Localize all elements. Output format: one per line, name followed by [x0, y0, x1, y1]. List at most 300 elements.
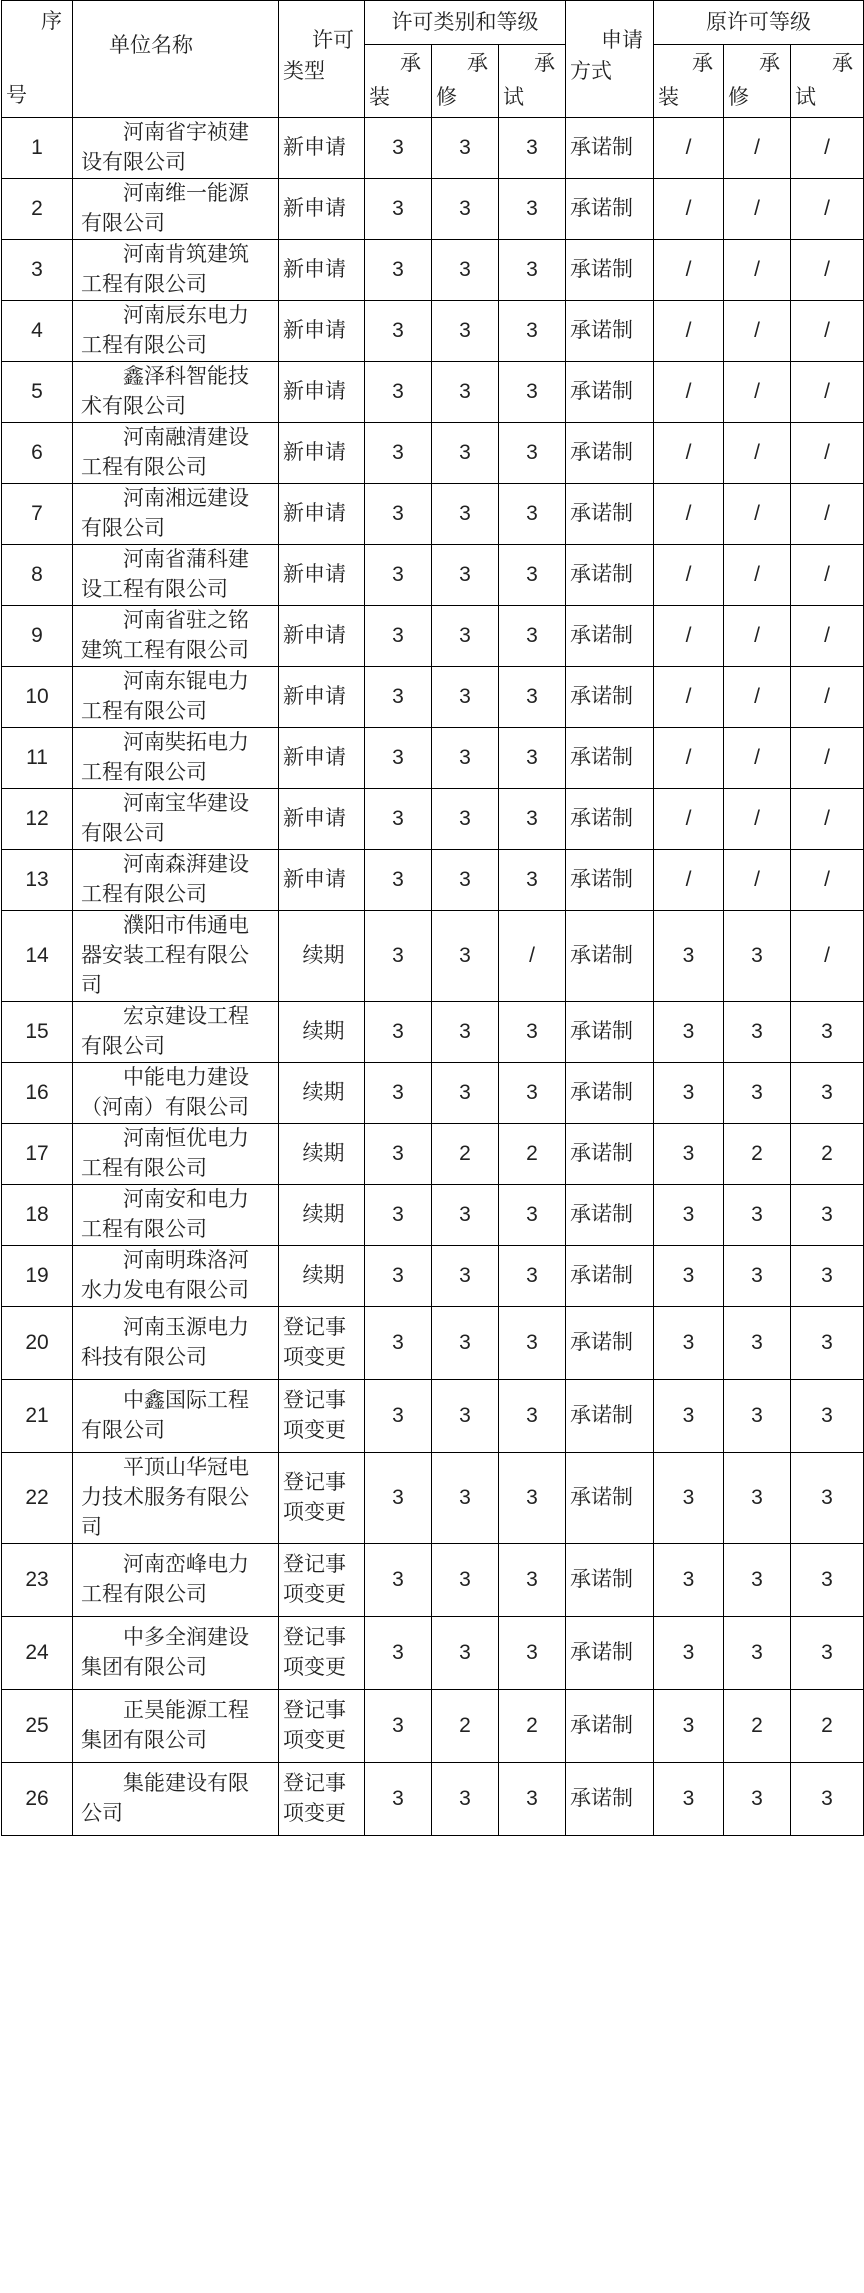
row-license-type: 登记事项变更	[279, 1617, 365, 1690]
row-orig-install-level: /	[654, 789, 724, 850]
row-test-level: 3	[499, 118, 566, 179]
table-row	[2, 118, 864, 179]
table-row	[2, 545, 864, 606]
header-test-bottom: 试	[503, 86, 524, 109]
row-method: 承诺制	[566, 1246, 654, 1307]
row-company-name	[73, 179, 279, 240]
row-license-type: 登记事项变更	[279, 1544, 365, 1617]
row-method: 承诺制	[566, 911, 654, 1002]
row-orig-test-level: /	[791, 911, 864, 1002]
row-test-level: 3	[499, 362, 566, 423]
row-company-name	[73, 1124, 279, 1185]
row-orig-install-level: /	[654, 484, 724, 545]
row-install-level: 3	[365, 789, 432, 850]
row-company-name-text: 平顶山华冠电力技术服务有限公司	[81, 1456, 249, 1539]
row-test-level: 3	[499, 606, 566, 667]
row-method: 承诺制	[566, 850, 654, 911]
header-orig-install-top: 承	[692, 52, 714, 75]
header-license-type-top: 许可	[312, 29, 354, 52]
row-repair-level: 3	[432, 301, 499, 362]
header-orig-install	[654, 45, 724, 118]
row-company-name	[73, 1453, 279, 1544]
row-orig-test-level: /	[791, 728, 864, 789]
row-company-name-text: 河南明珠洛河水力发电有限公司	[81, 1249, 249, 1302]
row-orig-test-level: /	[791, 484, 864, 545]
row-orig-install-level: 3	[654, 1690, 724, 1763]
row-test-level: 2	[499, 1124, 566, 1185]
row-orig-install-level: /	[654, 423, 724, 484]
row-company-name	[73, 1544, 279, 1617]
table-row	[2, 1380, 864, 1453]
row-orig-repair-level: /	[724, 667, 791, 728]
row-method: 承诺制	[566, 1002, 654, 1063]
row-company-name-text: 河南奘拓电力工程有限公司	[81, 731, 249, 784]
row-method: 承诺制	[566, 1307, 654, 1380]
row-repair-level: 3	[432, 1380, 499, 1453]
row-install-level: 3	[365, 1763, 432, 1836]
row-orig-repair-level: /	[724, 850, 791, 911]
row-orig-test-level: 2	[791, 1690, 864, 1763]
row-company-name	[73, 728, 279, 789]
row-test-level: 3	[499, 1246, 566, 1307]
row-license-type: 新申请	[279, 484, 365, 545]
row-company-name-text: 河南森湃建设工程有限公司	[81, 853, 249, 906]
row-test-level: 3	[499, 1453, 566, 1544]
table-row	[2, 1185, 864, 1246]
row-repair-level: 3	[432, 1185, 499, 1246]
row-test-level: 3	[499, 667, 566, 728]
row-company-name-text: 河南玉源电力科技有限公司	[81, 1316, 249, 1369]
row-license-type: 续期	[279, 911, 365, 1002]
row-orig-install-level: /	[654, 667, 724, 728]
row-orig-repair-level: /	[724, 484, 791, 545]
row-company-name	[73, 911, 279, 1002]
row-repair-level: 3	[432, 240, 499, 301]
row-orig-repair-level: 3	[724, 911, 791, 1002]
row-company-name-text: 河南融清建设工程有限公司	[81, 426, 249, 479]
row-method: 承诺制	[566, 118, 654, 179]
row-license-type: 新申请	[279, 423, 365, 484]
row-index: 15	[2, 1002, 73, 1063]
row-orig-test-level: /	[791, 850, 864, 911]
row-method: 承诺制	[566, 1453, 654, 1544]
row-install-level: 3	[365, 484, 432, 545]
row-license-type: 续期	[279, 1063, 365, 1124]
row-repair-level: 3	[432, 1063, 499, 1124]
row-company-name	[73, 1380, 279, 1453]
row-orig-repair-level: 2	[724, 1690, 791, 1763]
row-test-level: 3	[499, 789, 566, 850]
row-orig-repair-level: 3	[724, 1763, 791, 1836]
row-company-name	[73, 1185, 279, 1246]
row-license-type: 新申请	[279, 545, 365, 606]
row-company-name	[73, 1690, 279, 1763]
row-company-name	[73, 1617, 279, 1690]
row-license-type: 登记事项变更	[279, 1380, 365, 1453]
row-orig-test-level: /	[791, 118, 864, 179]
row-test-level: 3	[499, 1380, 566, 1453]
row-license-type: 新申请	[279, 240, 365, 301]
row-test-level: 3	[499, 484, 566, 545]
row-install-level: 3	[365, 1185, 432, 1246]
row-test-level: 3	[499, 728, 566, 789]
row-license-type: 续期	[279, 1246, 365, 1307]
row-install-level: 3	[365, 1453, 432, 1544]
row-orig-install-level: /	[654, 545, 724, 606]
row-orig-install-level: /	[654, 850, 724, 911]
row-install-level: 3	[365, 179, 432, 240]
row-company-name	[73, 1246, 279, 1307]
row-test-level: 3	[499, 179, 566, 240]
row-license-type: 新申请	[279, 728, 365, 789]
row-test-level: 3	[499, 1185, 566, 1246]
row-orig-test-level: 3	[791, 1380, 864, 1453]
table-row	[2, 240, 864, 301]
row-install-level: 3	[365, 1380, 432, 1453]
row-company-name	[73, 118, 279, 179]
row-orig-repair-level: 3	[724, 1617, 791, 1690]
row-repair-level: 3	[432, 850, 499, 911]
row-company-name	[73, 484, 279, 545]
row-method: 承诺制	[566, 667, 654, 728]
row-test-level: 3	[499, 1544, 566, 1617]
row-repair-level: 3	[432, 1453, 499, 1544]
row-company-name-text: 河南辰东电力工程有限公司	[81, 304, 249, 357]
row-orig-repair-level: 3	[724, 1544, 791, 1617]
row-license-type: 登记事项变更	[279, 1307, 365, 1380]
row-index: 10	[2, 667, 73, 728]
row-orig-install-level: 3	[654, 1380, 724, 1453]
row-orig-install-level: 3	[654, 911, 724, 1002]
row-orig-repair-level: /	[724, 301, 791, 362]
row-method: 承诺制	[566, 1185, 654, 1246]
row-orig-install-level: /	[654, 301, 724, 362]
row-repair-level: 3	[432, 1246, 499, 1307]
row-orig-repair-level: /	[724, 240, 791, 301]
header-repair-top: 承	[467, 52, 488, 75]
table-row	[2, 1246, 864, 1307]
row-orig-repair-level: /	[724, 362, 791, 423]
row-orig-repair-level: 3	[724, 1453, 791, 1544]
header-orig-test	[791, 45, 864, 118]
row-orig-install-level: /	[654, 118, 724, 179]
row-orig-repair-level: /	[724, 179, 791, 240]
header-original-group: 原许可等级	[654, 1, 864, 45]
row-index: 25	[2, 1690, 73, 1763]
table-row	[2, 728, 864, 789]
table-row	[2, 1124, 864, 1185]
row-install-level: 3	[365, 728, 432, 789]
row-orig-test-level: 3	[791, 1307, 864, 1380]
row-orig-repair-level: 3	[724, 1002, 791, 1063]
row-install-level: 3	[365, 118, 432, 179]
row-index: 3	[2, 240, 73, 301]
row-company-name-text: 集能建设有限公司	[81, 1772, 249, 1825]
row-install-level: 3	[365, 911, 432, 1002]
row-repair-level: 3	[432, 667, 499, 728]
row-install-level: 3	[365, 1690, 432, 1763]
row-method: 承诺制	[566, 1690, 654, 1763]
row-orig-install-level: 3	[654, 1246, 724, 1307]
header-test	[499, 45, 566, 118]
header-orig-test-bottom: 试	[795, 86, 817, 109]
row-orig-repair-level: /	[724, 118, 791, 179]
row-license-type: 新申请	[279, 667, 365, 728]
row-orig-test-level: /	[791, 606, 864, 667]
row-company-name-text: 濮阳市伟通电器安装工程有限公司	[81, 914, 249, 997]
header-test-top: 承	[534, 52, 556, 75]
row-index: 16	[2, 1063, 73, 1124]
row-repair-level: 3	[432, 728, 499, 789]
row-company-name	[73, 1307, 279, 1380]
table-row	[2, 1063, 864, 1124]
header-install-top: 承	[400, 52, 421, 75]
row-install-level: 3	[365, 850, 432, 911]
row-orig-repair-level: /	[724, 545, 791, 606]
row-orig-repair-level: 3	[724, 1185, 791, 1246]
row-company-name-text: 河南省蒲科建设工程有限公司	[81, 548, 249, 601]
row-test-level: 3	[499, 1763, 566, 1836]
row-company-name-text: 河南湘远建设有限公司	[81, 487, 249, 540]
row-orig-test-level: 3	[791, 1246, 864, 1307]
table-row	[2, 606, 864, 667]
table-row	[2, 911, 864, 1002]
row-index: 24	[2, 1617, 73, 1690]
row-repair-level: 3	[432, 545, 499, 606]
row-repair-level: 3	[432, 1763, 499, 1836]
row-test-level: 3	[499, 301, 566, 362]
row-repair-level: 2	[432, 1124, 499, 1185]
row-license-type: 新申请	[279, 301, 365, 362]
row-company-name	[73, 240, 279, 301]
row-index: 2	[2, 179, 73, 240]
row-test-level: 3	[499, 850, 566, 911]
row-install-level: 3	[365, 423, 432, 484]
table-row	[2, 301, 864, 362]
row-company-name-text: 宏京建设工程有限公司	[81, 1005, 249, 1058]
row-orig-repair-level: 3	[724, 1380, 791, 1453]
table-row	[2, 1002, 864, 1063]
row-orig-install-level: 3	[654, 1124, 724, 1185]
row-repair-level: 3	[432, 179, 499, 240]
header-orig-repair-bottom: 修	[728, 86, 750, 109]
row-test-level: 3	[499, 545, 566, 606]
row-index: 22	[2, 1453, 73, 1544]
row-company-name	[73, 606, 279, 667]
row-method: 承诺制	[566, 1617, 654, 1690]
row-index: 12	[2, 789, 73, 850]
row-index: 1	[2, 118, 73, 179]
row-orig-test-level: 3	[791, 1544, 864, 1617]
table-row	[2, 1617, 864, 1690]
row-test-level: 3	[499, 240, 566, 301]
row-orig-repair-level: /	[724, 423, 791, 484]
row-orig-test-level: /	[791, 301, 864, 362]
row-orig-test-level: 3	[791, 1185, 864, 1246]
header-orig-repair-top: 承	[759, 52, 781, 75]
row-license-type: 新申请	[279, 606, 365, 667]
row-index: 26	[2, 1763, 73, 1836]
row-license-type: 登记事项变更	[279, 1453, 365, 1544]
row-license-type: 新申请	[279, 179, 365, 240]
row-orig-test-level: /	[791, 545, 864, 606]
row-orig-test-level: 3	[791, 1002, 864, 1063]
row-orig-repair-level: /	[724, 606, 791, 667]
row-method: 承诺制	[566, 1380, 654, 1453]
row-orig-test-level: /	[791, 667, 864, 728]
header-row-1	[2, 1, 864, 45]
row-license-type: 登记事项变更	[279, 1763, 365, 1836]
table-row	[2, 1690, 864, 1763]
row-license-type: 续期	[279, 1185, 365, 1246]
row-install-level: 3	[365, 1063, 432, 1124]
row-license-type: 新申请	[279, 850, 365, 911]
row-company-name	[73, 1063, 279, 1124]
row-company-name-text: 河南维一能源有限公司	[81, 182, 249, 235]
row-company-name	[73, 301, 279, 362]
row-method: 承诺制	[566, 362, 654, 423]
row-method: 承诺制	[566, 1063, 654, 1124]
row-method: 承诺制	[566, 789, 654, 850]
row-orig-install-level: 3	[654, 1544, 724, 1617]
row-company-name-text: 正昊能源工程集团有限公司	[81, 1699, 249, 1752]
row-test-level: 3	[499, 1063, 566, 1124]
row-test-level: 3	[499, 423, 566, 484]
row-method: 承诺制	[566, 728, 654, 789]
row-test-level: 3	[499, 1002, 566, 1063]
row-orig-install-level: 3	[654, 1307, 724, 1380]
row-license-type: 新申请	[279, 362, 365, 423]
row-company-name	[73, 850, 279, 911]
row-index: 14	[2, 911, 73, 1002]
table-row	[2, 423, 864, 484]
row-company-name-text: 河南肯筑建筑工程有限公司	[81, 243, 249, 296]
header-index-bottom: 号	[6, 84, 27, 107]
row-orig-test-level: /	[791, 423, 864, 484]
row-orig-install-level: 3	[654, 1453, 724, 1544]
row-company-name-text: 中鑫国际工程有限公司	[81, 1389, 249, 1442]
row-repair-level: 3	[432, 1002, 499, 1063]
row-orig-install-level: 3	[654, 1185, 724, 1246]
row-method: 承诺制	[566, 1544, 654, 1617]
row-index: 17	[2, 1124, 73, 1185]
header-index-top: 序	[41, 10, 62, 33]
row-install-level: 3	[365, 362, 432, 423]
row-method: 承诺制	[566, 1763, 654, 1836]
row-index: 11	[2, 728, 73, 789]
header-repair	[432, 45, 499, 118]
header-method-top: 申请	[601, 29, 644, 52]
row-install-level: 3	[365, 1246, 432, 1307]
row-install-level: 3	[365, 1124, 432, 1185]
row-company-name-text: 中多全润建设集团有限公司	[81, 1626, 249, 1679]
row-method: 承诺制	[566, 301, 654, 362]
row-repair-level: 3	[432, 362, 499, 423]
row-repair-level: 3	[432, 789, 499, 850]
header-install-bottom: 装	[369, 86, 390, 109]
row-repair-level: 3	[432, 1544, 499, 1617]
row-orig-test-level: /	[791, 240, 864, 301]
header-company-name-text: 单位名称	[109, 34, 193, 57]
row-method: 承诺制	[566, 545, 654, 606]
row-index: 9	[2, 606, 73, 667]
table-row	[2, 1544, 864, 1617]
row-test-level: 2	[499, 1690, 566, 1763]
table-row	[2, 1307, 864, 1380]
row-orig-install-level: /	[654, 728, 724, 789]
row-company-name-text: 河南恒优电力工程有限公司	[81, 1127, 249, 1180]
row-orig-repair-level: 3	[724, 1246, 791, 1307]
row-orig-test-level: 3	[791, 1063, 864, 1124]
row-method: 承诺制	[566, 240, 654, 301]
row-index: 21	[2, 1380, 73, 1453]
row-install-level: 3	[365, 1544, 432, 1617]
row-company-name	[73, 789, 279, 850]
row-install-level: 3	[365, 240, 432, 301]
row-method: 承诺制	[566, 484, 654, 545]
header-method-bottom: 方式	[570, 60, 613, 83]
row-method: 承诺制	[566, 606, 654, 667]
row-index: 8	[2, 545, 73, 606]
row-repair-level: 3	[432, 423, 499, 484]
row-company-name-text: 中能电力建设（河南）有限公司	[81, 1066, 249, 1119]
row-orig-test-level: 3	[791, 1617, 864, 1690]
header-category-group: 许可类别和等级	[365, 1, 566, 45]
row-company-name	[73, 667, 279, 728]
row-orig-repair-level: /	[724, 728, 791, 789]
table-row	[2, 484, 864, 545]
row-index: 5	[2, 362, 73, 423]
row-install-level: 3	[365, 667, 432, 728]
row-index: 7	[2, 484, 73, 545]
license-table	[1, 0, 864, 1836]
row-orig-install-level: /	[654, 240, 724, 301]
row-orig-install-level: /	[654, 606, 724, 667]
row-repair-level: 3	[432, 1307, 499, 1380]
header-license-type-bottom: 类型	[283, 60, 325, 83]
row-company-name	[73, 362, 279, 423]
row-company-name-text: 鑫泽科智能技术有限公司	[81, 365, 249, 418]
row-index: 18	[2, 1185, 73, 1246]
row-orig-install-level: 3	[654, 1763, 724, 1836]
row-index: 4	[2, 301, 73, 362]
row-company-name	[73, 1763, 279, 1836]
row-license-type: 续期	[279, 1124, 365, 1185]
header-method	[566, 1, 654, 118]
header-orig-install-bottom: 装	[658, 86, 680, 109]
row-repair-level: 3	[432, 606, 499, 667]
table-row	[2, 850, 864, 911]
row-orig-install-level: /	[654, 179, 724, 240]
row-license-type: 新申请	[279, 789, 365, 850]
row-orig-repair-level: /	[724, 789, 791, 850]
row-company-name	[73, 545, 279, 606]
row-repair-level: 3	[432, 1617, 499, 1690]
row-repair-level: 3	[432, 484, 499, 545]
row-orig-test-level: 3	[791, 1453, 864, 1544]
table-row	[2, 1763, 864, 1836]
table-row	[2, 1453, 864, 1544]
row-method: 承诺制	[566, 423, 654, 484]
table-row	[2, 789, 864, 850]
row-company-name	[73, 1002, 279, 1063]
row-repair-level: 3	[432, 911, 499, 1002]
row-index: 6	[2, 423, 73, 484]
table-row	[2, 179, 864, 240]
row-repair-level: 2	[432, 1690, 499, 1763]
row-orig-install-level: 3	[654, 1063, 724, 1124]
row-company-name-text: 河南省驻之铭建筑工程有限公司	[81, 609, 249, 662]
